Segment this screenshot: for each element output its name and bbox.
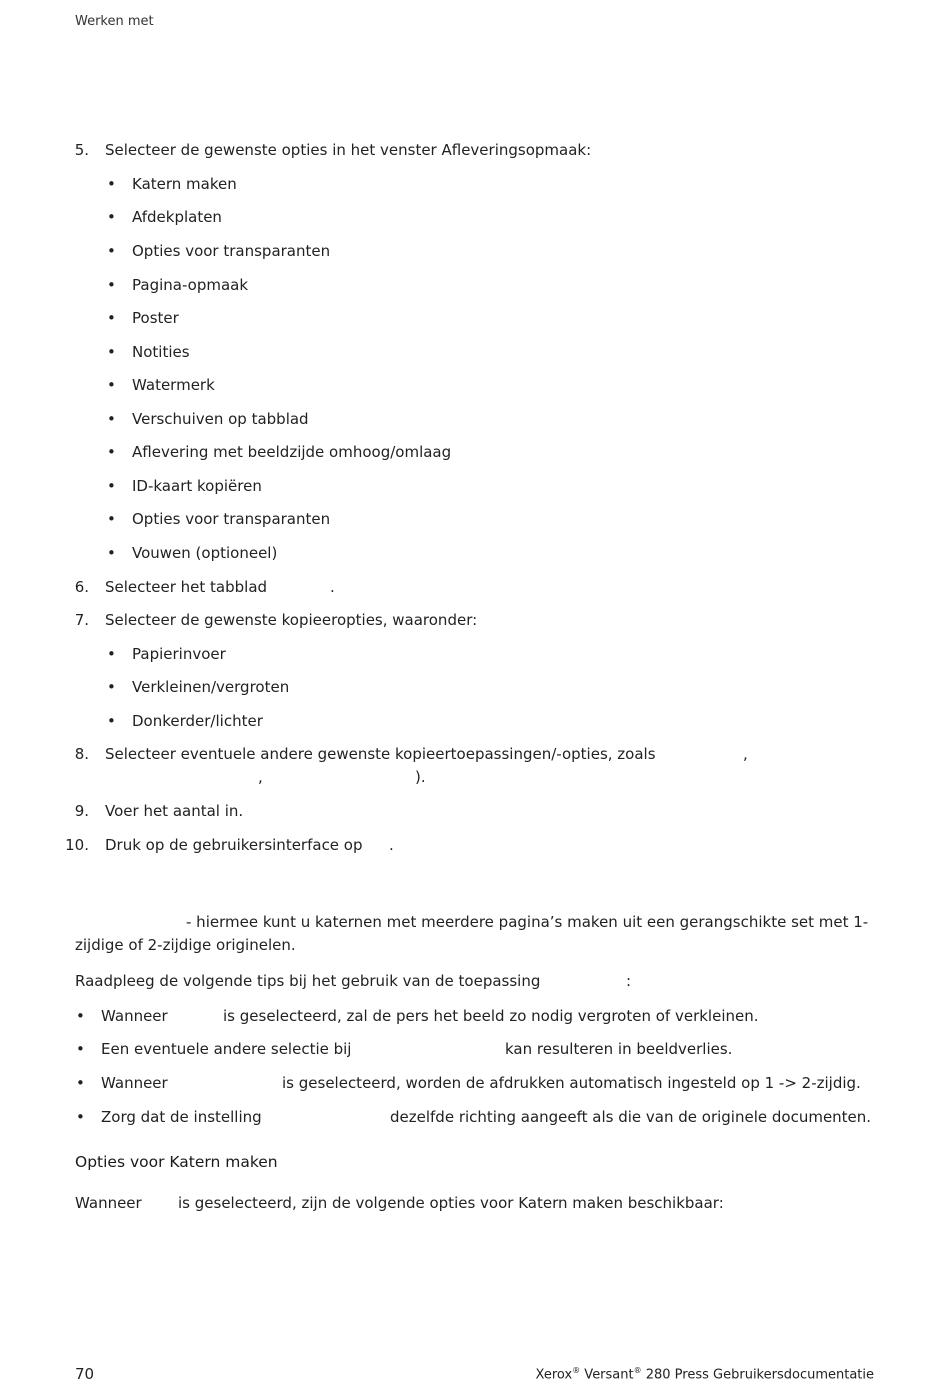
tip-text: dezelfde richting aangeeft als die van de originele documenten. [390, 1108, 872, 1126]
registered-mark: ® [572, 1366, 581, 1375]
section-text: is geselecteerd, zijn de volgende opties voor Katern maken beschikbaar: [178, 1194, 724, 1212]
step-text: Selecteer de gewenste kopieeropties, waaronder: [105, 611, 478, 629]
step-number: 10. [65, 836, 89, 854]
step-text: Selecteer het tabblad [105, 578, 268, 596]
list-item: Aflevering met beeldzijde omhoog/omlaag [132, 443, 452, 461]
step-end: . [389, 836, 394, 854]
tip-text: Wanneer [101, 1007, 168, 1025]
list-item: Katern maken [132, 175, 237, 193]
list-item: Pagina-opmaak [132, 276, 249, 294]
document-page: Werken met 5. Selecteer de gewenste opties in het venster Afleveringsopmaak: • Katern maken • Afdekplaten • Opties voor transparanten • Pagina-opmaak • Poster • Notities • Watermerk • Verschuiven op tabblad • Aflevering met beeldzijde omhoog/omlaag • ID-kaart kopiëren • Opties voor transparanten • Vouwen (optioneel) 6. Selecteer het tabblad . 7. Selecteer de gewenste kopieeropties, waaronder: • Papierinvoer • Verkleinen/vergroten • Donkerder/lichter 8. Selecteer eventuele andere gewenste kopieertoepassingen/-opties, zoals , , ). 9. Voer het aantal in. 10. Druk op de gebruikersinterface op . - hiermee kunt u katernen met meerdere pagina’s maken uit een gerangschikte set met 1- zijdige of 2-zijdige originelen. Raadpleeg de volgende tips bij het gebruik van de toepassing : • Wanneer is geselecteerd, zal de pers het beeld zo nodig vergroten of verkleinen. • Een eventuele andere selectie bij kan resulteren in beeldverlies. • Wanneer is geselecteerd, worden de afdrukken automatisch ingesteld op 1 -> 2-zijdig. • Zorg dat de instelling dezelfde richting aangeeft als die van de originele documenten. Opties voor Katern maken Wanneer is geselecteerd, zijn de volgende opties voor Katern maken beschikbaar: 70 Xerox® Versant® 280 Press Gebruikersdocumentatie [0, 0, 950, 1387]
list-item: Watermerk [132, 376, 215, 394]
step-number: 7. [74, 611, 89, 629]
list-item: Donkerder/lichter [132, 712, 263, 730]
section-heading: Opties voor Katern maken [75, 1153, 278, 1171]
intro-text: zijdige of 2-zijdige originelen. [75, 936, 296, 954]
punctuation: : [626, 972, 632, 990]
list-item: Poster [132, 309, 179, 327]
section-text: Wanneer [75, 1194, 142, 1212]
tips-intro: Raadpleeg de volgende tips bij het gebruik van de toepassing [75, 972, 541, 990]
punctuation: ). [415, 768, 426, 786]
footer-product: Versant [580, 1367, 634, 1383]
tip-text: kan resulteren in beeldverlies. [505, 1040, 733, 1058]
step-number: 6. [74, 578, 89, 596]
tip-text: Zorg dat de instelling [101, 1108, 262, 1126]
list-item: Opties voor transparanten [132, 242, 331, 260]
footer-doc-title [536, 1366, 874, 1382]
step-text: Selecteer eventuele andere gewenste kopieertoepassingen/-opties, zoals [105, 745, 656, 763]
footer-doc-name: 280 Press Gebruikersdocumentatie [641, 1367, 874, 1383]
running-header: Werken met [75, 14, 154, 29]
step-number: 5. [74, 141, 89, 159]
step-text: Voer het aantal in. [105, 802, 244, 820]
list-item: Verschuiven op tabblad [132, 410, 309, 428]
list-item: Papierinvoer [132, 645, 226, 663]
punctuation: , [258, 768, 263, 786]
step-text: Druk op de gebruikersinterface op [105, 836, 363, 854]
tip-text: is geselecteerd, worden de afdrukken automatisch ingesteld op 1 -> 2-zijdig. [282, 1074, 861, 1092]
step-number: 8. [74, 745, 89, 763]
footer-brand: Xerox [535, 1367, 573, 1383]
list-item: Afdekplaten [132, 208, 222, 226]
list-item: Verkleinen/vergroten [132, 678, 290, 696]
page-number: 70 [75, 1365, 95, 1383]
registered-mark: ® [633, 1366, 642, 1375]
tip-text: is geselecteerd, zal de pers het beeld zo nodig vergroten of verkleinen. [223, 1007, 759, 1025]
tip-text: Wanneer [101, 1074, 168, 1092]
list-item: ID-kaart kopiëren [132, 477, 262, 495]
list-item: Opties voor transparanten [132, 510, 331, 528]
step-text: Selecteer de gewenste opties in het venster Afleveringsopmaak: [105, 141, 592, 159]
list-item: Notities [132, 343, 190, 361]
list-item: Vouwen (optioneel) [132, 544, 278, 562]
step-end: . [330, 578, 335, 596]
step-number: 9. [74, 802, 89, 820]
punctuation: , [743, 745, 748, 763]
tip-text: Een eventuele andere selectie bij [101, 1040, 352, 1058]
intro-text: - hiermee kunt u katernen met meerdere pagina’s maken uit een gerangschikte set met 1- [186, 913, 869, 931]
